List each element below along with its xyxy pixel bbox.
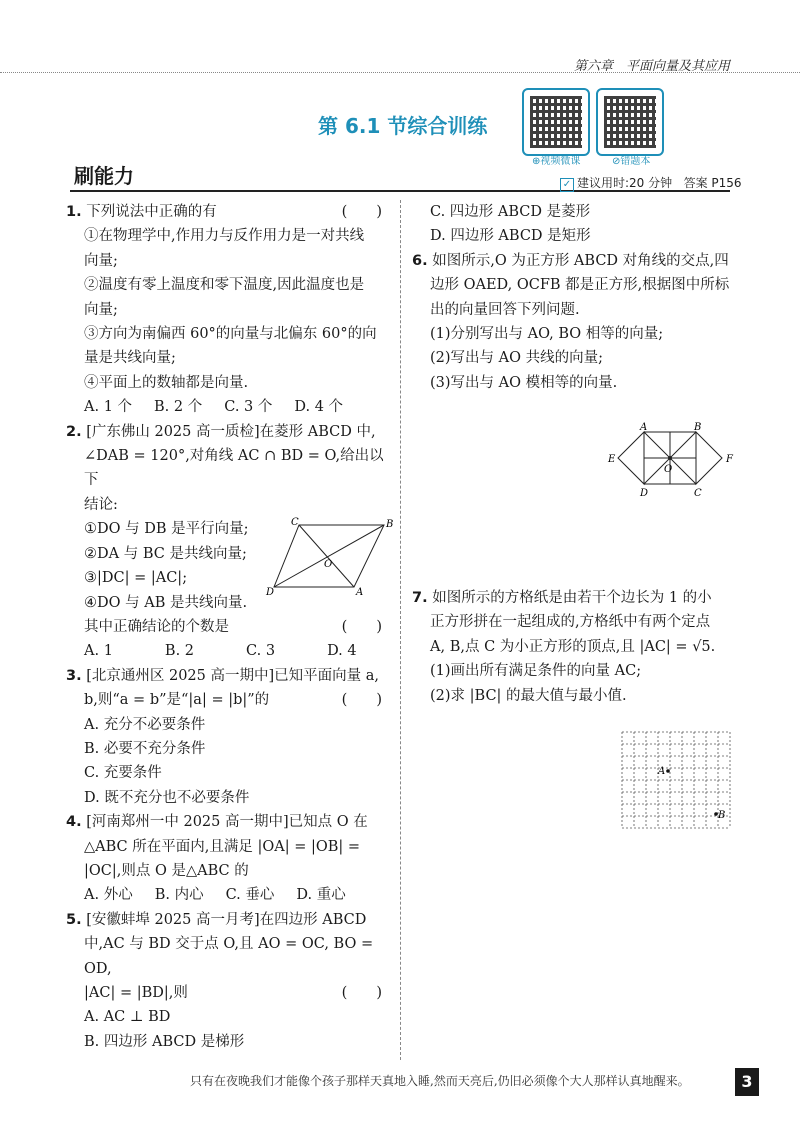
q7-part1: (1)画出所有满足条件的向量 AC; bbox=[430, 663, 642, 680]
q3-option-a[interactable]: A. 充分不必要条件 bbox=[84, 716, 206, 733]
q5-line1: 5. [安徽蚌埠 2025 高一月考]在四边形 ABCD bbox=[66, 911, 367, 928]
fig2-label-b: B bbox=[386, 519, 394, 531]
q4-option-d[interactable]: D. 重心 bbox=[296, 887, 346, 904]
fig2-label-d: D bbox=[266, 587, 275, 599]
q4-line3: |OC|,则点 O 是△ABC 的 bbox=[84, 862, 249, 879]
q1-option-a[interactable]: A. 1 个 bbox=[84, 399, 133, 416]
footer-quote: 只有在夜晚我们才能像个孩子那样天真地入睡,然而天亮后,仍旧必须像个大人那样认真地醒来。 bbox=[190, 1074, 690, 1088]
column-divider bbox=[400, 200, 401, 1060]
q3-option-c[interactable]: C. 充要条件 bbox=[84, 765, 162, 782]
q1-option-b[interactable]: B. 2 个 bbox=[154, 399, 203, 416]
q2-option-b[interactable]: B. 2 bbox=[164, 643, 195, 660]
q1-option-d[interactable]: D. 4 个 bbox=[294, 399, 344, 416]
qr-errors-caption: ⊘错题本 bbox=[612, 156, 651, 167]
fig2-label-c: C bbox=[291, 517, 299, 529]
fig6-label-b: B bbox=[694, 422, 702, 433]
q6-line1: 6. 如图所示,O 为正方形 ABCD 对角线的交点,四 bbox=[412, 252, 729, 269]
q3-option-d[interactable]: D. 既不充分也不必要条件 bbox=[84, 789, 250, 806]
q7-line1: 7. 如图所示的方格纸是由若干个边长为 1 的小 bbox=[412, 590, 712, 606]
q1-s2b: 向量; bbox=[84, 301, 118, 318]
q2-ask: 其中正确结论的个数是 ( ) bbox=[84, 618, 382, 635]
q2-line2: ∠DAB = 120°,对角线 AC ∩ BD = O,给出以下 bbox=[84, 448, 384, 489]
q7-line2: 正方形拼在一起组成的,方格纸中有两个定点 bbox=[430, 614, 711, 631]
q1-option-c[interactable]: C. 3 个 bbox=[224, 399, 273, 416]
answer-ref: 答案 P156 bbox=[683, 176, 742, 190]
q1-s3: ③方向为南偏西 60°的向量与北偏东 60°的向 bbox=[84, 326, 377, 343]
q3-line2: b,则“a = b”是“|a| = |b|”的 ( ) bbox=[84, 692, 382, 709]
left-column bbox=[66, 200, 392, 1054]
q1-stem: 1. 下列说法中正确的有 ( ) bbox=[66, 204, 382, 220]
q3-line1: 3. [北京通州区 2025 高一期中]已知平面向量 a, bbox=[66, 667, 380, 684]
q5-option-d[interactable]: D. 四边形 ABCD 是矩形 bbox=[430, 228, 591, 245]
fig6-label-a: A bbox=[640, 422, 648, 433]
q7-block bbox=[412, 586, 742, 708]
q5-option-c[interactable]: C. 四边形 ABCD 是菱形 bbox=[430, 204, 591, 220]
grid-figure bbox=[620, 730, 740, 835]
q5-line3: |AC| = |BD|,则 ( ) bbox=[84, 985, 382, 1001]
q2-options bbox=[66, 639, 392, 663]
q4-option-a[interactable]: A. 外心 bbox=[84, 887, 133, 904]
section-title: 第 6.1 节综合训练 bbox=[318, 114, 488, 138]
fig7-label-b: B bbox=[718, 810, 726, 821]
time-meta: ✓ 建议用时:20 分钟 答案 P156 bbox=[560, 174, 742, 192]
q1-s3b: 量是共线向量; bbox=[84, 350, 176, 367]
q2-option-a[interactable]: A. 1 bbox=[84, 643, 113, 660]
q5-option-b[interactable]: B. 四边形 ABCD 是梯形 bbox=[84, 1033, 245, 1050]
chapter-header: 第六章 平面向量及其应用 bbox=[573, 59, 730, 74]
q4-option-c[interactable]: C. 垂心 bbox=[225, 887, 275, 904]
q4-line2: △ABC 所在平面内,且满足 |OA| = |OB| = bbox=[84, 838, 361, 855]
fig7-label-a: A bbox=[658, 766, 666, 777]
fig6-label-c: C bbox=[694, 488, 702, 499]
q6-part2: (2)写出与 AO 共线的向量; bbox=[430, 350, 604, 367]
check-icon: ✓ bbox=[560, 178, 574, 192]
q1-s2: ②温度有零上温度和零下温度,因此温度也是 bbox=[84, 277, 365, 294]
right-column bbox=[412, 200, 742, 395]
q6-part1: (1)分别写出与 AO, BO 相等的向量; bbox=[430, 326, 664, 343]
q4-option-b[interactable]: B. 内心 bbox=[154, 887, 204, 904]
q1-s4: ④平面上的数轴都是向量. bbox=[84, 374, 249, 391]
qr-code-video[interactable] bbox=[522, 88, 590, 156]
q6-line3: 出的向量回答下列问题. bbox=[430, 301, 580, 318]
q2-line1: 2. [广东佛山 2025 高一质检]在菱形 ABCD 中, bbox=[66, 423, 376, 440]
q1-s1: ①在物理学中,作用力与反作用力是一对共线 bbox=[84, 228, 365, 245]
q5-option-a[interactable]: A. AC ⊥ BD bbox=[84, 1009, 171, 1026]
fig2-label-o: O bbox=[324, 559, 333, 571]
q2-line3: 结论: bbox=[84, 496, 118, 513]
fig6-label-e: E bbox=[608, 454, 616, 465]
header-rule bbox=[0, 72, 800, 74]
q3-option-b[interactable]: B. 必要不充分条件 bbox=[84, 740, 206, 757]
q2-option-d[interactable]: D. 4 bbox=[327, 643, 357, 660]
q1-s1b: 向量; bbox=[84, 252, 118, 269]
fig6-label-f: F bbox=[726, 454, 733, 465]
q7-line3: A, B,点 C 为小正方形的顶点,且 |AC| = √5. bbox=[430, 638, 716, 655]
qr-video-caption: ⊕视频微课 bbox=[532, 156, 581, 167]
q2-option-c[interactable]: C. 3 bbox=[246, 643, 276, 660]
rhombus-figure bbox=[266, 517, 394, 599]
q2-c4: ④DO 与 AB 是共线向量. bbox=[84, 594, 248, 611]
q6-line2: 边形 OAED, OCFB 都是正方形,根据图中所标 bbox=[430, 277, 730, 294]
q1-options bbox=[66, 395, 392, 419]
brand-label: 刷能力 bbox=[74, 164, 134, 188]
fig6-label-o: O bbox=[664, 464, 673, 475]
q4-options bbox=[66, 883, 392, 907]
q7-part2: (2)求 |BC| 的最大值与最小值. bbox=[430, 687, 627, 704]
q2-c2: ②DA 与 BC 是共线向量; bbox=[84, 545, 247, 562]
q4-line1: 4. [河南郑州一中 2025 高一期中]已知点 O 在 bbox=[66, 814, 368, 831]
page-number: 3 bbox=[735, 1068, 759, 1096]
square-figure bbox=[600, 420, 740, 510]
fig2-label-a: A bbox=[356, 587, 364, 599]
qr-code-errors[interactable] bbox=[596, 88, 664, 156]
q6-part3: (3)写出与 AO 模相等的向量. bbox=[430, 374, 618, 391]
fig6-label-d: D bbox=[640, 488, 649, 499]
q5-line2: 中,AC 与 BD 交于点 O,且 AO = OC, BO = OD, bbox=[84, 936, 374, 977]
q2-c1: ①DO 与 DB 是平行向量; bbox=[84, 521, 249, 538]
q2-c3: ③|DC| = |AC|; bbox=[84, 570, 188, 587]
